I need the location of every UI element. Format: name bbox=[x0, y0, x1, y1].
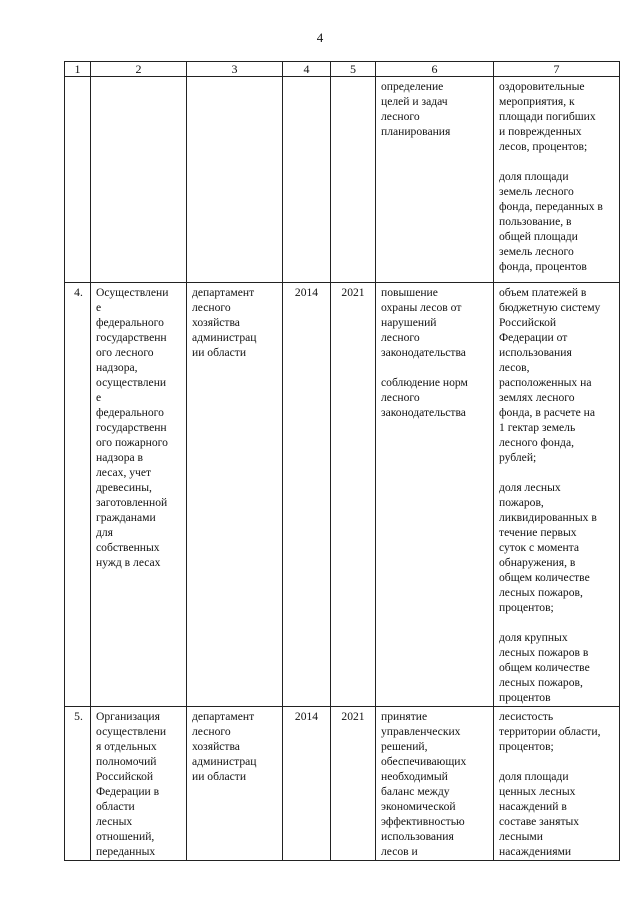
header-col-1: 1 bbox=[65, 62, 91, 77]
indicator-text: объем платежей в бюджетную систему Российской Федерации от использования лесов, расположенных на землях лесного фонда, в расчете на 1 гектар земель лесного фонда, рублей; bbox=[499, 286, 601, 464]
start-year bbox=[283, 77, 331, 283]
measure-name: Организация осуществлени я отдельных полномочий Российской Федерации в области лесных отношений, переданных bbox=[91, 707, 187, 861]
header-col-2: 2 bbox=[91, 62, 187, 77]
indicator-text: доля лесных пожаров, ликвидированных в течение первых суток с момента обнаружения, в общем количестве лесных пожаров, процентов; bbox=[499, 481, 597, 614]
result-text: определение целей и задач лесного планирования bbox=[381, 80, 451, 138]
end-year: 2021 bbox=[331, 707, 376, 861]
indicators bbox=[494, 77, 620, 283]
row-number bbox=[65, 77, 91, 283]
row-number: 4. bbox=[65, 283, 91, 707]
table-header-row bbox=[65, 62, 620, 77]
indicators bbox=[494, 707, 620, 861]
indicator-text: оздоровительные мероприятия, к площади погибших и поврежденных лесов, процентов; bbox=[499, 80, 596, 153]
table-row bbox=[65, 283, 620, 707]
executor: департамент лесного хозяйства администрац ии области bbox=[187, 283, 283, 707]
end-year: 2021 bbox=[331, 283, 376, 707]
start-year: 2014 bbox=[283, 707, 331, 861]
start-year: 2014 bbox=[283, 283, 331, 707]
result-text: соблюдение норм лесного законодательства bbox=[381, 376, 468, 419]
table-row bbox=[65, 77, 620, 283]
expected-results bbox=[376, 283, 494, 707]
expected-results bbox=[376, 707, 494, 861]
row-number: 5. bbox=[65, 707, 91, 861]
header-col-4: 4 bbox=[283, 62, 331, 77]
indicator-text: доля площади земель лесного фонда, переданных в пользование, в общей площади земель лесного фонда, процентов bbox=[499, 170, 603, 273]
measure-name: Осуществлени е федерального государственн ого лесного надзора, осуществлени е федерального государственн ого пожарного надзора в лесах, учет древесины, заготовленной гражданами для собственных нужд в лесах bbox=[91, 283, 187, 707]
indicators bbox=[494, 283, 620, 707]
header-col-6: 6 bbox=[376, 62, 494, 77]
indicator-text: доля площади ценных лесных насаждений в составе занятых лесными насаждениями bbox=[499, 770, 580, 858]
expected-results bbox=[376, 77, 494, 283]
result-text: принятие управленческих решений, обеспечивающих необходимый баланс между экономической эффективностью использования лесов и bbox=[381, 710, 467, 858]
result-text: повышение охраны лесов от нарушений лесного законодательства bbox=[381, 286, 466, 359]
table-row bbox=[65, 707, 620, 861]
page-number: 4 bbox=[316, 30, 324, 45]
header-col-3: 3 bbox=[187, 62, 283, 77]
end-year bbox=[331, 77, 376, 283]
indicator-text: лесистость территории области, процентов; bbox=[499, 710, 601, 753]
program-measures-table bbox=[64, 61, 620, 861]
measure-name bbox=[91, 77, 187, 283]
header-col-5: 5 bbox=[331, 62, 376, 77]
header-col-7: 7 bbox=[494, 62, 620, 77]
executor: департамент лесного хозяйства администрац ии области bbox=[187, 707, 283, 861]
executor bbox=[187, 77, 283, 283]
indicator-text: доля крупных лесных пожаров в общем количестве лесных пожаров, процентов bbox=[499, 631, 590, 704]
